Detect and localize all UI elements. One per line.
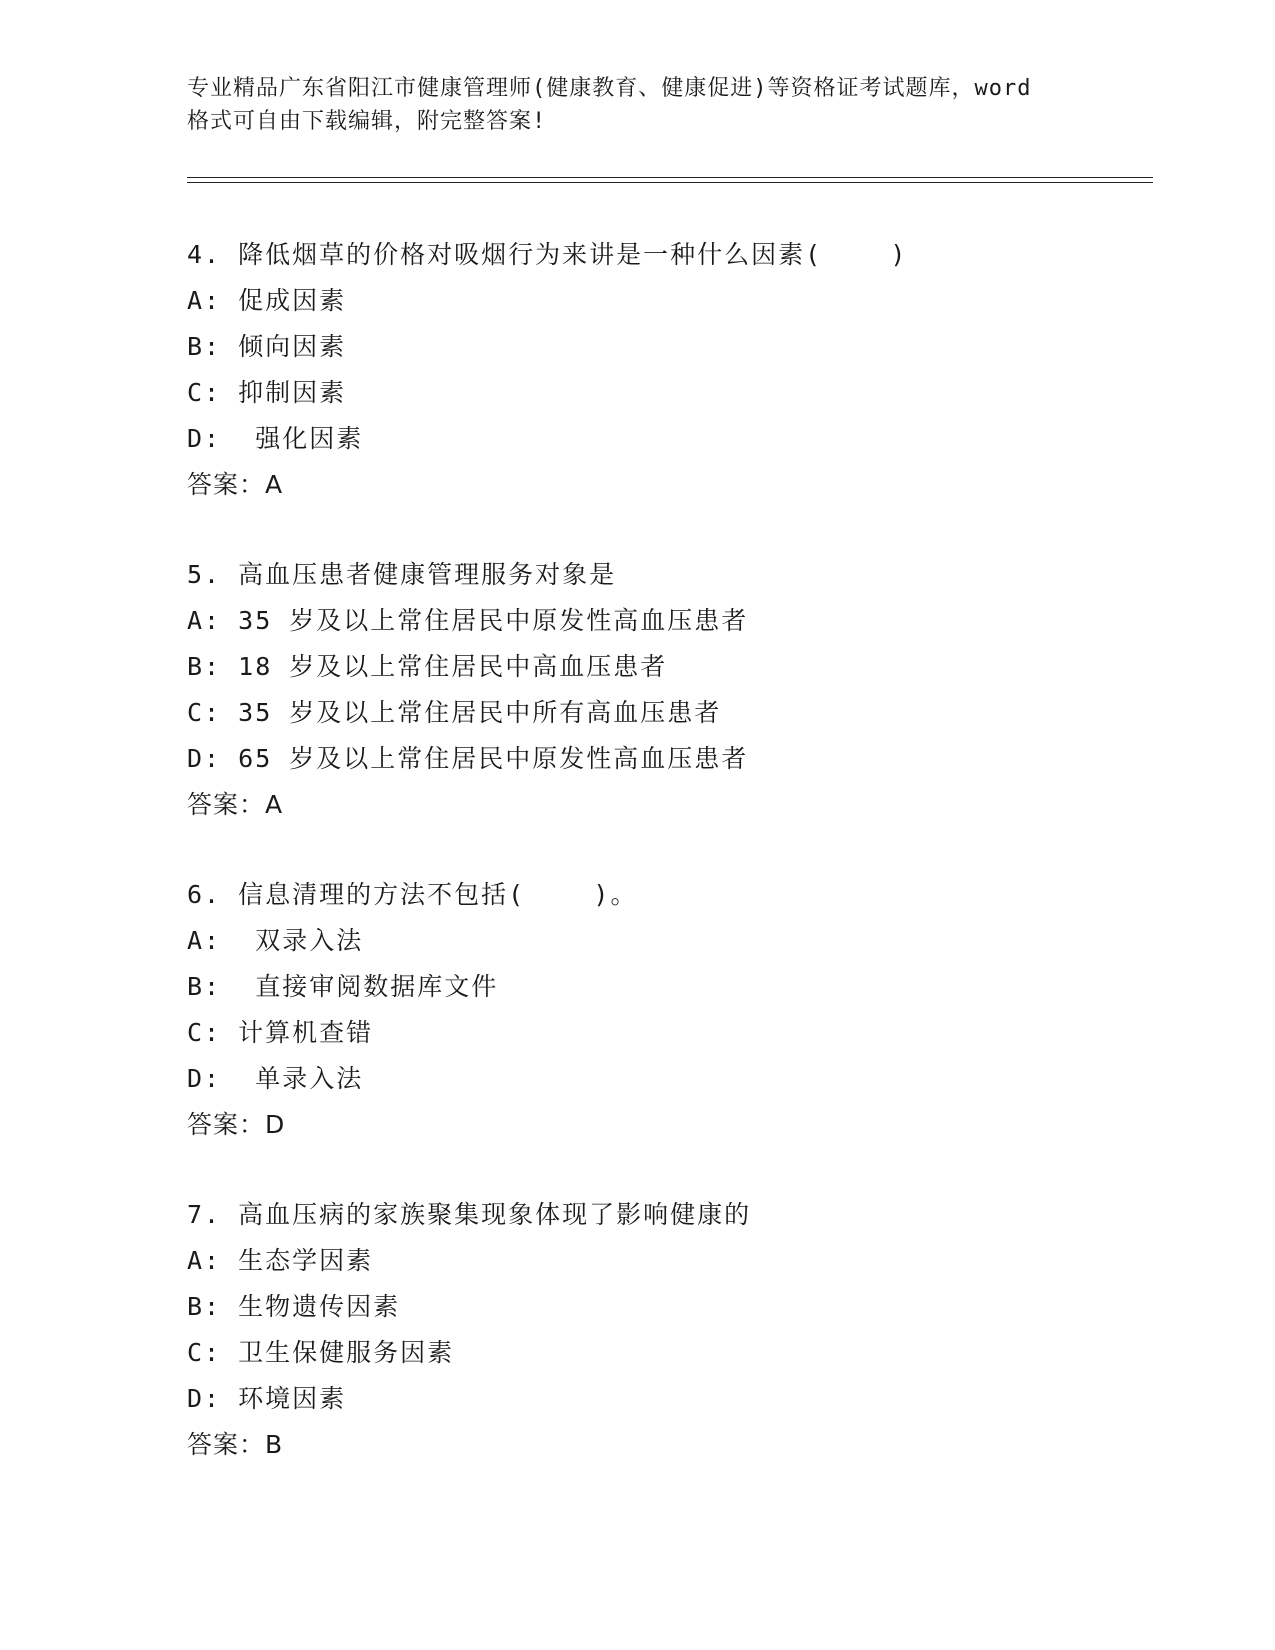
option-a: A: 促成因素 xyxy=(187,286,347,315)
option-b: B: 直接审阅数据库文件 xyxy=(187,972,499,1001)
option-d: D: 65 岁及以上常住居民中原发性高血压患者 xyxy=(187,744,749,773)
header-line-2: 格式可自由下载编辑，附完整答案! xyxy=(187,109,547,134)
option-c: C: 抑制因素 xyxy=(187,378,347,407)
answer: 答案：A xyxy=(187,790,284,819)
question-4 xyxy=(187,232,1087,508)
question-stem: 4. 降低烟草的价格对吸烟行为来讲是一种什么因素( ) xyxy=(187,240,908,269)
option-b: B: 18 岁及以上常住居民中高血压患者 xyxy=(187,652,668,681)
header-divider-bottom xyxy=(187,182,1153,183)
question-5 xyxy=(187,552,1087,828)
option-a: A: 生态学因素 xyxy=(187,1246,374,1275)
question-7 xyxy=(187,1192,1087,1468)
option-d: D: 强化因素 xyxy=(187,424,364,453)
option-b: B: 生物遗传因素 xyxy=(187,1292,401,1321)
question-stem: 5. 高血压患者健康管理服务对象是 xyxy=(187,560,617,589)
question-6 xyxy=(187,872,1087,1148)
document-header xyxy=(187,72,1087,138)
option-d: D: 环境因素 xyxy=(187,1384,347,1413)
answer: 答案：B xyxy=(187,1430,284,1459)
answer: 答案：D xyxy=(187,1110,286,1139)
option-b: B: 倾向因素 xyxy=(187,332,347,361)
option-c: C: 计算机查错 xyxy=(187,1018,374,1047)
question-stem: 7. 高血压病的家族聚集现象体现了影响健康的 xyxy=(187,1200,752,1229)
header-line-1: 专业精品广东省阳江市健康管理师(健康教育、健康促进)等资格证考试题库，word xyxy=(187,76,1032,101)
option-a: A: 35 岁及以上常住居民中原发性高血压患者 xyxy=(187,606,749,635)
option-c: C: 35 岁及以上常住居民中所有高血压患者 xyxy=(187,698,722,727)
option-d: D: 单录入法 xyxy=(187,1064,364,1093)
option-a: A: 双录入法 xyxy=(187,926,364,955)
question-stem: 6. 信息清理的方法不包括( )。 xyxy=(187,880,638,909)
answer: 答案：A xyxy=(187,470,284,499)
header-divider-top xyxy=(187,177,1153,178)
option-c: C: 卫生保健服务因素 xyxy=(187,1338,455,1367)
